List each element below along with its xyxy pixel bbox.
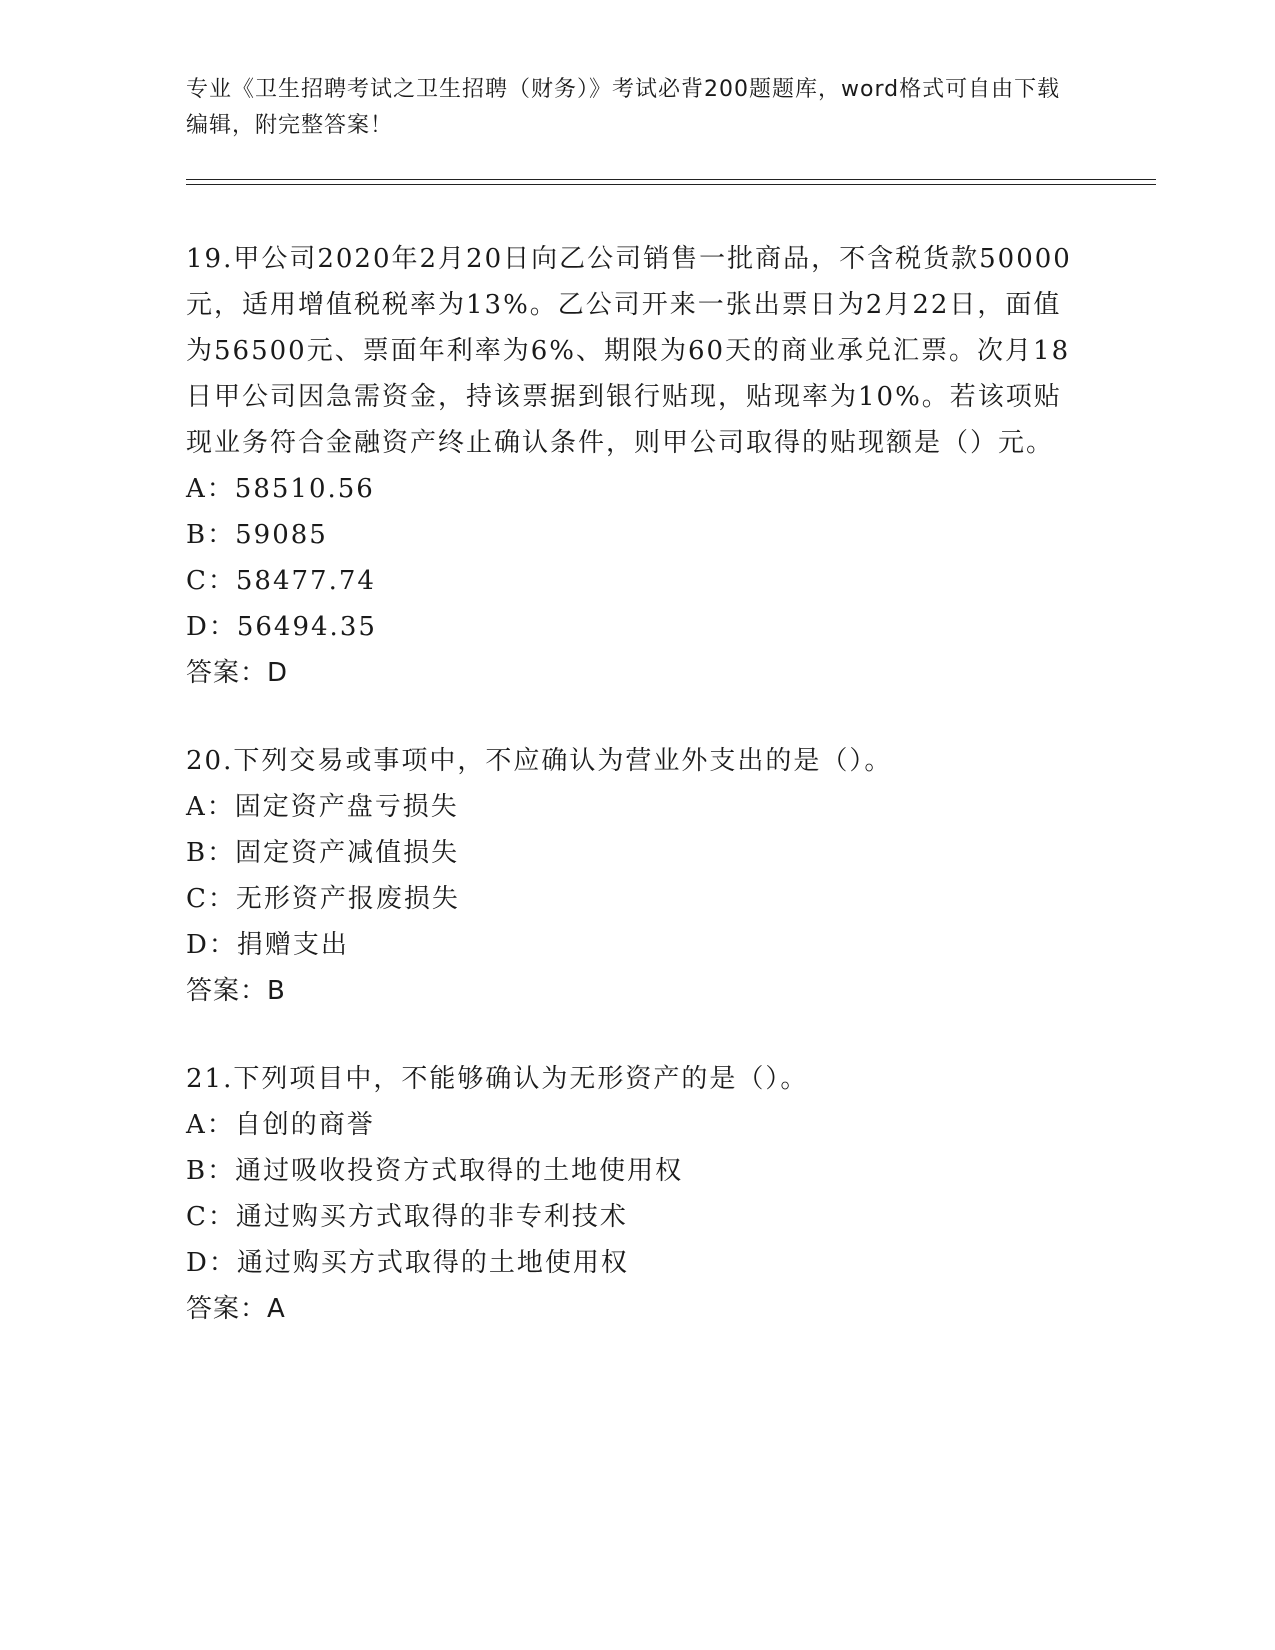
question-text: 21.下列项目中，不能够确认为无形资产的是（）。 <box>186 1064 809 1094</box>
question-20 <box>186 738 1086 1014</box>
question-text: 19.甲公司2020年2月20日向乙公司销售一批商品，不含税货款50000元，适用增值税税率为13%。乙公司开来一张出票日为2月22日，面值为56500元、票面年利率为6%、期限为60天的商业承兑汇票。次月18日甲公司因急需资金，持该票据到银行贴现，贴现率为10%。若该项贴现业务符合金融资产终止确认条件，则甲公司取得的贴现额是（）元。 <box>186 244 1072 458</box>
option-b: B：固定资产减值损失 <box>186 838 460 868</box>
option-c: C：无形资产报废损失 <box>186 884 460 914</box>
question-text: 20.下列交易或事项中，不应确认为营业外支出的是（）。 <box>186 746 893 776</box>
option-a: A：58510.56 <box>186 474 375 504</box>
option-d: D：通过购买方式取得的土地使用权 <box>186 1248 629 1278</box>
question-19 <box>186 236 1086 696</box>
option-b: B：通过吸收投资方式取得的土地使用权 <box>186 1156 684 1186</box>
question-list <box>186 236 1086 1332</box>
document-header: 专业《卫生招聘考试之卫生招聘（财务）》考试必背200题题库，word格式可自由下载编辑，附完整答案！ <box>186 77 1061 138</box>
answer-line: 答案：A <box>186 1294 286 1324</box>
answer-line: 答案：B <box>186 976 286 1006</box>
option-b: B：59085 <box>186 520 328 550</box>
question-21 <box>186 1056 1086 1332</box>
option-d: D：56494.35 <box>186 612 377 642</box>
option-c: C：58477.74 <box>186 566 376 596</box>
option-d: D：捐赠支出 <box>186 930 349 960</box>
option-a: A：自创的商誉 <box>186 1110 375 1140</box>
option-c: C：通过购买方式取得的非专利技术 <box>186 1202 628 1232</box>
header-divider-top <box>186 179 1156 180</box>
answer-line: 答案：D <box>186 658 289 688</box>
option-a: A：固定资产盘亏损失 <box>186 792 459 822</box>
header-divider-bottom <box>186 184 1156 185</box>
